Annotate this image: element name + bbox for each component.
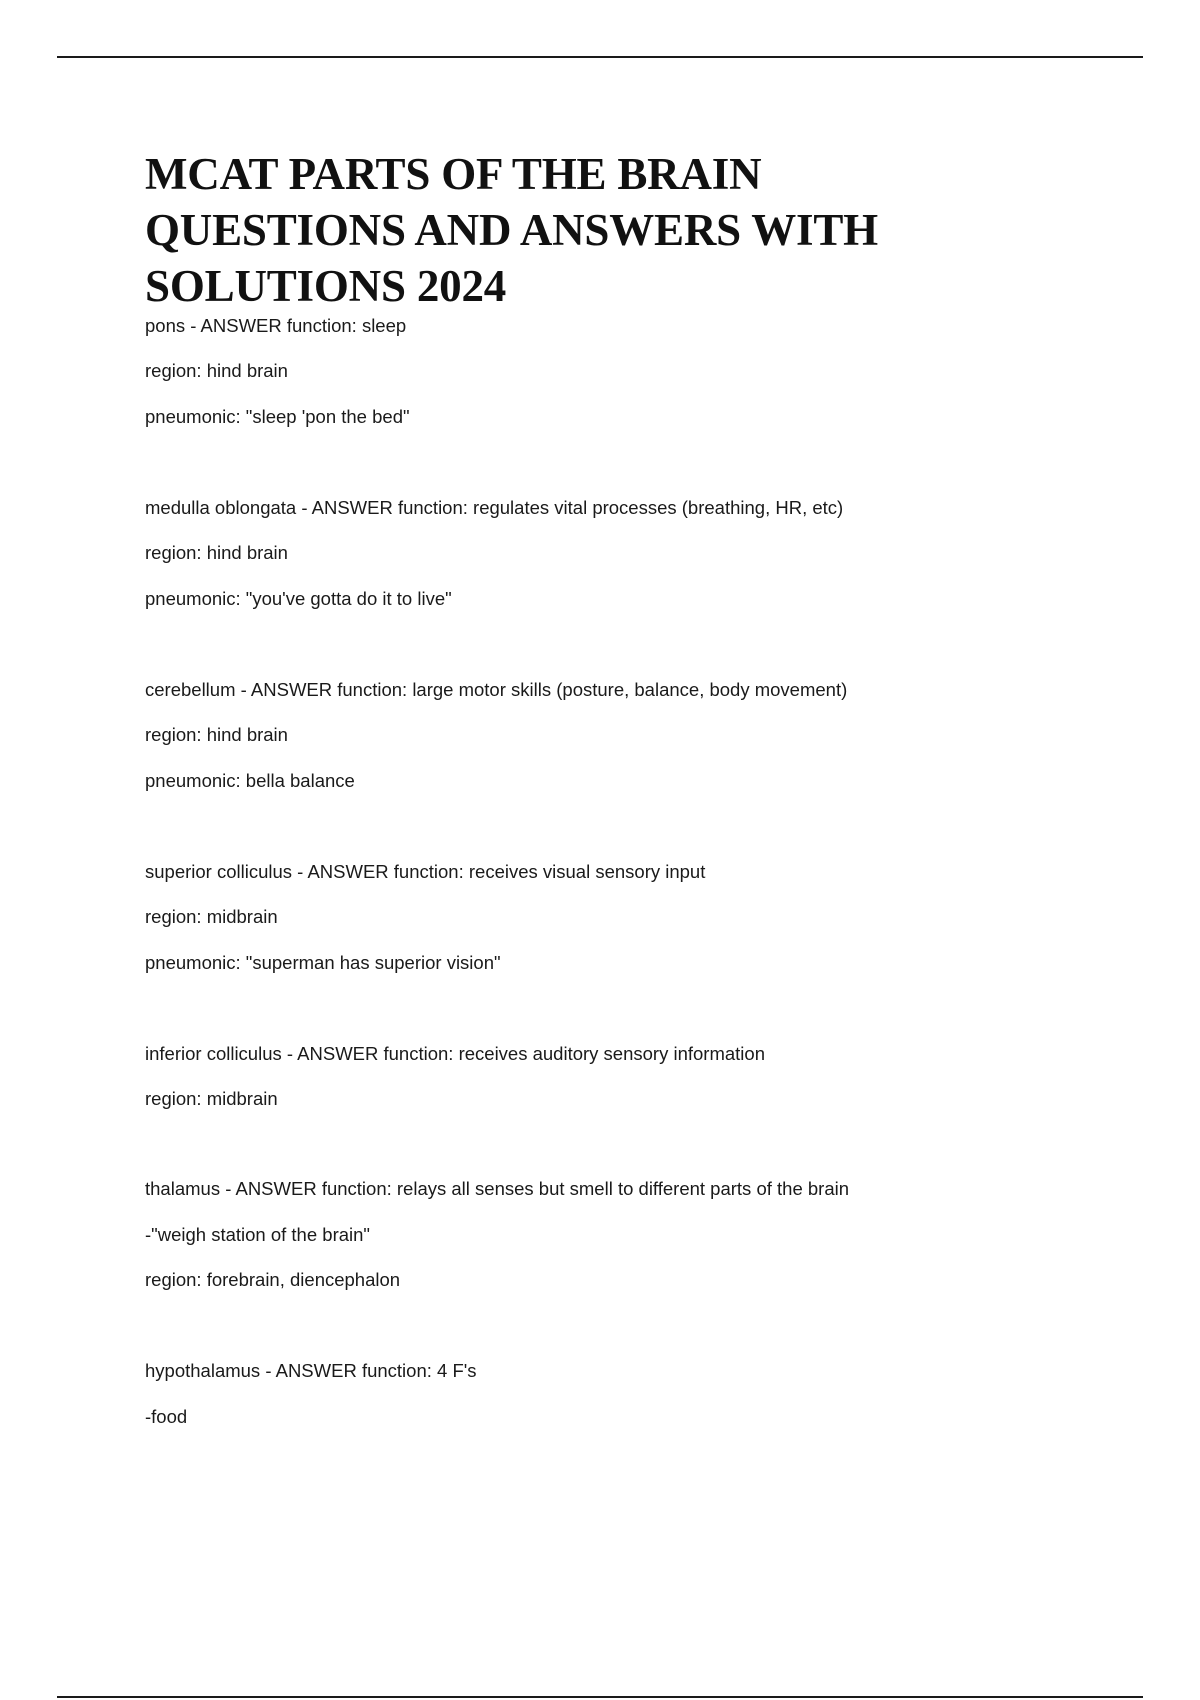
entry-superior-colliculus-region: region: midbrain xyxy=(145,906,278,927)
document-title xyxy=(145,146,1045,314)
entry-hypothalamus-answer: hypothalamus - ANSWER function: 4 F's xyxy=(145,1360,477,1381)
entry-pons-answer: pons - ANSWER function: sleep xyxy=(145,315,407,336)
entry-thalamus-answer: thalamus - ANSWER function: relays all senses but smell to different parts of the brain xyxy=(145,1178,850,1199)
title-line: MCAT PARTS OF THE BRAIN xyxy=(145,149,762,199)
entry-cerebellum-pneumonic: pneumonic: bella balance xyxy=(145,770,355,791)
entry-thalamus-note: -"weigh station of the brain" xyxy=(145,1224,370,1245)
entry-pons-region: region: hind brain xyxy=(145,360,288,381)
entry-superior-colliculus-pneumonic: pneumonic: "superman has superior vision" xyxy=(145,952,501,973)
entry-medulla-region: region: hind brain xyxy=(145,542,288,563)
entry-superior-colliculus-answer: superior colliculus - ANSWER function: receives visual sensory input xyxy=(145,861,706,882)
entry-inferior-colliculus-region: region: midbrain xyxy=(145,1088,278,1109)
entry-inferior-colliculus-answer: inferior colliculus - ANSWER function: receives auditory sensory information xyxy=(145,1043,765,1064)
entry-hypothalamus-item: -food xyxy=(145,1406,188,1427)
title-line: SOLUTIONS 2024 xyxy=(145,261,507,311)
entry-cerebellum-region: region: hind brain xyxy=(145,724,288,745)
entry-pons-pneumonic: pneumonic: "sleep 'pon the bed" xyxy=(145,406,410,427)
entry-medulla-pneumonic: pneumonic: "you've gotta do it to live" xyxy=(145,588,452,609)
entry-cerebellum-answer: cerebellum - ANSWER function: large motor skills (posture, balance, body movement) xyxy=(145,679,848,700)
entry-thalamus-region: region: forebrain, diencephalon xyxy=(145,1269,401,1290)
title-line: QUESTIONS AND ANSWERS WITH xyxy=(145,205,878,255)
entry-medulla-answer: medulla oblongata - ANSWER function: regulates vital processes (breathing, HR, etc) xyxy=(145,497,844,518)
top-divider xyxy=(57,56,1143,58)
bottom-divider xyxy=(57,1696,1143,1698)
